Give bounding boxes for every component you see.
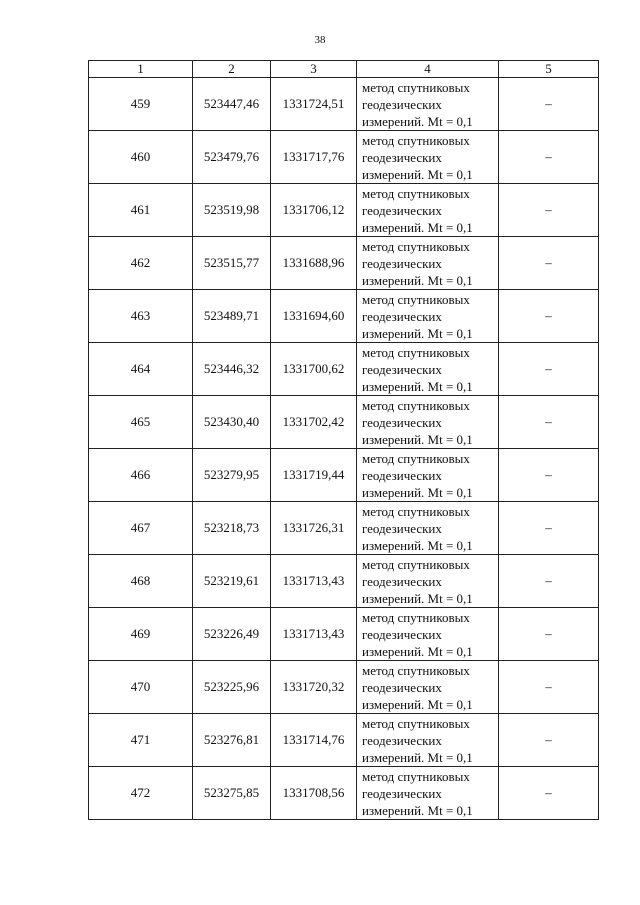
method-text-line: метод спутниковых xyxy=(362,662,470,678)
method-text-line: геодезических xyxy=(362,308,442,324)
method-cell xyxy=(357,714,499,767)
table-header-row xyxy=(89,61,599,78)
method-text-line: метод спутниковых xyxy=(362,397,470,413)
point-number-cell: 469 xyxy=(89,608,193,661)
method-text-line: геодезических xyxy=(362,732,442,748)
page-number: 38 xyxy=(314,34,326,46)
coordinate-x-cell: 523489,71 xyxy=(193,290,271,343)
table-row xyxy=(89,555,599,608)
point-number-cell: 468 xyxy=(89,555,193,608)
method-text-line: измерений. Mt = 0,1 xyxy=(362,696,473,712)
table-row xyxy=(89,78,599,131)
method-text-line: измерений. Mt = 0,1 xyxy=(362,325,473,341)
method-text-line: метод спутниковых xyxy=(362,503,470,519)
column-header-3: 3 xyxy=(271,61,357,78)
coordinate-x-cell: 523515,77 xyxy=(193,237,271,290)
table-row xyxy=(89,343,599,396)
point-number-cell: 467 xyxy=(89,502,193,555)
method-cell xyxy=(357,343,499,396)
method-text-line: измерений. Mt = 0,1 xyxy=(362,166,473,182)
method-text-line: геодезических xyxy=(362,96,442,112)
method-text-line: измерений. Mt = 0,1 xyxy=(362,749,473,765)
method-text-line: метод спутниковых xyxy=(362,450,470,466)
coordinates-table xyxy=(88,60,599,820)
method-cell xyxy=(357,396,499,449)
note-cell: – xyxy=(499,78,599,131)
coordinate-x-cell: 523219,61 xyxy=(193,555,271,608)
method-text-line: измерений. Mt = 0,1 xyxy=(362,537,473,553)
note-cell: – xyxy=(499,449,599,502)
column-header-1: 1 xyxy=(89,61,193,78)
method-text-line: измерений. Mt = 0,1 xyxy=(362,484,473,500)
method-cell xyxy=(357,502,499,555)
method-text-line: геодезических xyxy=(362,202,442,218)
point-number-cell: 463 xyxy=(89,290,193,343)
method-text-line: геодезических xyxy=(362,785,442,801)
coordinate-x-cell: 523279,95 xyxy=(193,449,271,502)
coordinate-x-cell: 523275,85 xyxy=(193,767,271,820)
coordinate-y-cell: 1331717,76 xyxy=(271,131,357,184)
note-cell: – xyxy=(499,608,599,661)
table-row xyxy=(89,131,599,184)
coordinate-y-cell: 1331726,31 xyxy=(271,502,357,555)
table-row xyxy=(89,290,599,343)
method-text-line: метод спутниковых xyxy=(362,556,470,572)
coordinate-x-cell: 523226,49 xyxy=(193,608,271,661)
method-cell xyxy=(357,767,499,820)
method-text-line: измерений. Mt = 0,1 xyxy=(362,590,473,606)
method-text-line: метод спутниковых xyxy=(362,715,470,731)
table-row xyxy=(89,714,599,767)
coordinate-x-cell: 523479,76 xyxy=(193,131,271,184)
coordinate-y-cell: 1331694,60 xyxy=(271,290,357,343)
coordinate-y-cell: 1331724,51 xyxy=(271,78,357,131)
method-text-line: метод спутниковых xyxy=(362,185,470,201)
coordinate-y-cell: 1331688,96 xyxy=(271,237,357,290)
point-number-cell: 471 xyxy=(89,714,193,767)
method-text-line: геодезических xyxy=(362,361,442,377)
table-row xyxy=(89,449,599,502)
point-number-cell: 461 xyxy=(89,184,193,237)
method-text-line: геодезических xyxy=(362,255,442,271)
method-cell xyxy=(357,661,499,714)
note-cell: – xyxy=(499,184,599,237)
method-text-line: метод спутниковых xyxy=(362,768,470,784)
note-cell: – xyxy=(499,661,599,714)
method-text-line: геодезических xyxy=(362,573,442,589)
table-row xyxy=(89,502,599,555)
method-text-line: измерений. Mt = 0,1 xyxy=(362,272,473,288)
method-text-line: геодезических xyxy=(362,414,442,430)
note-cell: – xyxy=(499,767,599,820)
coordinate-x-cell: 523218,73 xyxy=(193,502,271,555)
method-text-line: метод спутниковых xyxy=(362,609,470,625)
method-cell xyxy=(357,237,499,290)
table-row xyxy=(89,661,599,714)
coordinate-y-cell: 1331702,42 xyxy=(271,396,357,449)
method-text-line: геодезических xyxy=(362,149,442,165)
column-header-2: 2 xyxy=(193,61,271,78)
note-cell: – xyxy=(499,237,599,290)
method-text-line: измерений. Mt = 0,1 xyxy=(362,113,473,129)
method-cell xyxy=(357,78,499,131)
note-cell: – xyxy=(499,290,599,343)
coordinate-y-cell: 1331713,43 xyxy=(271,555,357,608)
coordinate-x-cell: 523447,46 xyxy=(193,78,271,131)
column-header-4: 4 xyxy=(357,61,499,78)
method-cell xyxy=(357,184,499,237)
column-header-5: 5 xyxy=(499,61,599,78)
note-cell: – xyxy=(499,555,599,608)
note-cell: – xyxy=(499,131,599,184)
method-text-line: геодезических xyxy=(362,520,442,536)
point-number-cell: 464 xyxy=(89,343,193,396)
note-cell: – xyxy=(499,502,599,555)
coordinate-y-cell: 1331708,56 xyxy=(271,767,357,820)
point-number-cell: 459 xyxy=(89,78,193,131)
coordinate-x-cell: 523446,32 xyxy=(193,343,271,396)
method-text-line: измерений. Mt = 0,1 xyxy=(362,219,473,235)
coordinate-y-cell: 1331714,76 xyxy=(271,714,357,767)
point-number-cell: 465 xyxy=(89,396,193,449)
method-text-line: метод спутниковых xyxy=(362,132,470,148)
table-row xyxy=(89,767,599,820)
method-text-line: измерений. Mt = 0,1 xyxy=(362,378,473,394)
method-cell xyxy=(357,555,499,608)
coordinate-x-cell: 523276,81 xyxy=(193,714,271,767)
method-cell xyxy=(357,290,499,343)
coordinate-x-cell: 523430,40 xyxy=(193,396,271,449)
method-text-line: измерений. Mt = 0,1 xyxy=(362,643,473,659)
coordinate-y-cell: 1331720,32 xyxy=(271,661,357,714)
point-number-cell: 462 xyxy=(89,237,193,290)
table-row xyxy=(89,184,599,237)
note-cell: – xyxy=(499,343,599,396)
method-cell xyxy=(357,608,499,661)
coordinate-y-cell: 1331700,62 xyxy=(271,343,357,396)
point-number-cell: 466 xyxy=(89,449,193,502)
table-row xyxy=(89,237,599,290)
point-number-cell: 472 xyxy=(89,767,193,820)
coordinate-y-cell: 1331706,12 xyxy=(271,184,357,237)
table-row xyxy=(89,396,599,449)
table-row xyxy=(89,608,599,661)
method-text-line: геодезических xyxy=(362,626,442,642)
coordinate-y-cell: 1331713,43 xyxy=(271,608,357,661)
coordinate-x-cell: 523225,96 xyxy=(193,661,271,714)
method-text-line: метод спутниковых xyxy=(362,238,470,254)
table-body xyxy=(89,78,599,820)
note-cell: – xyxy=(499,396,599,449)
method-text-line: метод спутниковых xyxy=(362,344,470,360)
method-text-line: геодезических xyxy=(362,679,442,695)
method-text-line: метод спутниковых xyxy=(362,291,470,307)
method-text-line: измерений. Mt = 0,1 xyxy=(362,802,473,818)
point-number-cell: 470 xyxy=(89,661,193,714)
method-text-line: метод спутниковых xyxy=(362,79,470,95)
coordinate-y-cell: 1331719,44 xyxy=(271,449,357,502)
point-number-cell: 460 xyxy=(89,131,193,184)
method-cell xyxy=(357,449,499,502)
method-text-line: измерений. Mt = 0,1 xyxy=(362,431,473,447)
coordinate-x-cell: 523519,98 xyxy=(193,184,271,237)
method-cell xyxy=(357,131,499,184)
note-cell: – xyxy=(499,714,599,767)
method-text-line: геодезических xyxy=(362,467,442,483)
